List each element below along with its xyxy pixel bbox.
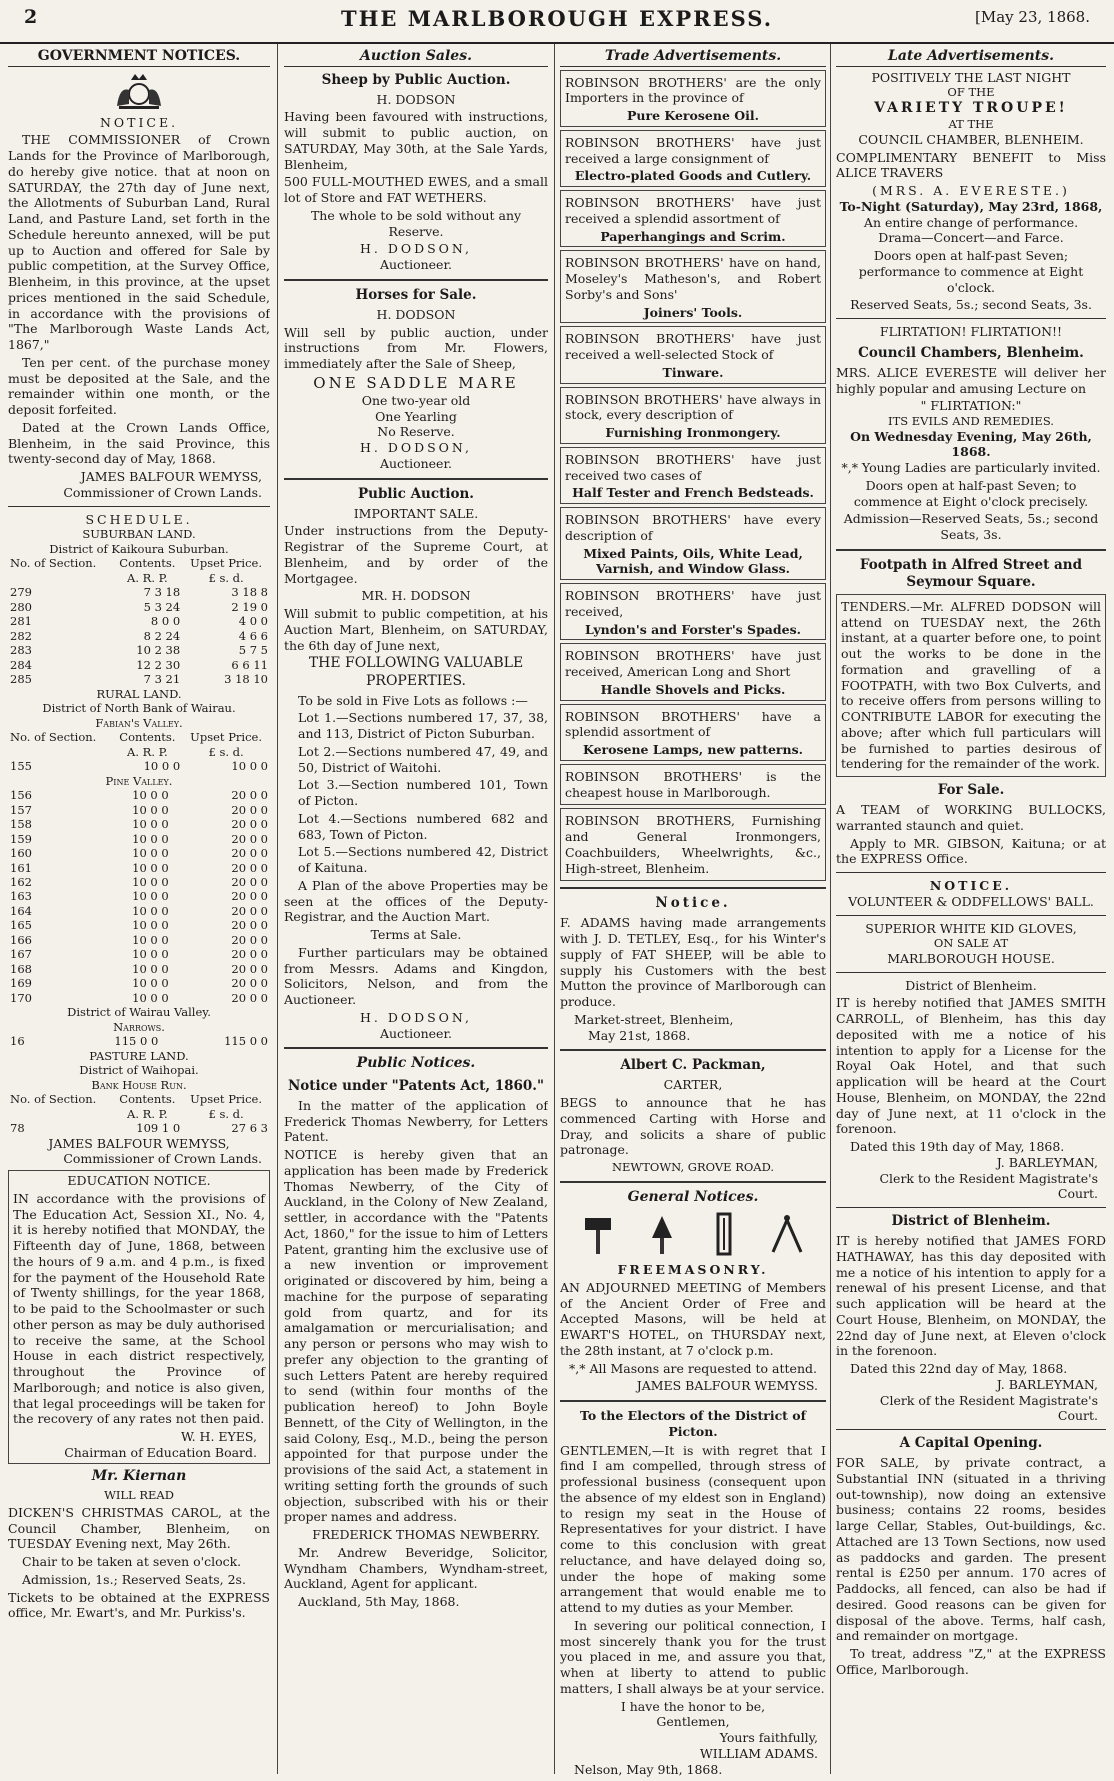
table-row: 166 10 0 0 20 0 0: [10, 932, 268, 947]
lots-list: [284, 710, 548, 876]
on-sale-line: ON SALE AT: [933, 936, 1009, 951]
patents-heading: Notice under "Patents Act, 1860.": [287, 1077, 545, 1094]
important-sale: IMPORTANT SALE.: [353, 505, 479, 521]
at-the-line: AT THE: [948, 117, 994, 132]
freemasonry-heading: FREEMASONRY.: [617, 1262, 769, 1278]
signature: J. BARLEYMAN,: [996, 1154, 1098, 1170]
reserved-line: Reserved Seats, 5s.; second Seats, 3s.: [850, 297, 1092, 313]
public-auction-heading: Public Auction.: [358, 485, 474, 502]
nelson-date: Nelson, May 9th, 1868.: [574, 1761, 723, 1777]
education-heading: EDUCATION NOTICE.: [67, 1173, 211, 1189]
royal-crest-icon: [109, 70, 169, 112]
gentlemen-paragraph: GENTLEMEN,—It is with regret that I find I am compelled, through stress of professional business (consequent upon the absence of my eldest son in England) to resign my seat in the House of Representatives for your district. I have come to this conclusion with great reluctance, and have delayed doing so, under the hope of making some arrangement that would enable me to attend to my duties as your Member.: [560, 1442, 826, 1616]
tenders-paragraph: TENDERS.—Mr. ALFRED DODSON will attend on TUESDAY next, the 26th instant, at a quarter before one, to point out the works to be done in the formation and gravelling of a FOOTPATH, with two Box Culverts, and to receive offers from persons willing to CONTRIBUTE LABOR for executing the above; after which full particulars will be furnished to parties desirous of tendering for the remainder of the work.: [841, 598, 1101, 772]
issue-date: [May 23, 1868.: [975, 8, 1090, 26]
newtown-line: NEWTOWN, GROVE ROAD.: [611, 1160, 775, 1175]
drama-line: Drama—Concert—and Farce.: [878, 230, 1064, 246]
masthead: [0, 0, 1114, 44]
house-line: MARLBOROUGH HOUSE.: [887, 950, 1055, 966]
auctioneer-name: H. DODSON: [376, 306, 456, 322]
column-trade-advertisements: [560, 44, 826, 1781]
electors-heading: To the Electors of the District of Picton.: [579, 1408, 807, 1439]
section-heading: GOVERNMENT NOTICES.: [8, 48, 270, 67]
flirtation-line: FLIRTATION! FLIRTATION!!: [879, 324, 1063, 340]
sheep-heading: Sheep by Public Auction.: [321, 71, 511, 88]
lot-item: Lot 4.—Sections numbered 682 and 683, Town of Picton.: [298, 810, 548, 842]
admission-line: Admission, 1s.; Reserved Seats, 2s.: [22, 1571, 246, 1587]
doors-line: Doors open at half-past Seven; performance to commence at Eight o'clock.: [858, 248, 1084, 295]
suburban-heading: SUBURBAN LAND.: [82, 527, 196, 542]
rural-heading: RURAL LAND.: [96, 686, 182, 701]
robinson-brothers-ad: [560, 70, 826, 127]
matter-paragraph: In the matter of the application of Frederick Thomas Newberry, for Letters Patent.: [284, 1097, 548, 1145]
plan-paragraph: A Plan of the above Properties may be seen at the offices of the Deputy-Registrar, and the Auction Mart.: [284, 877, 548, 925]
further-paragraph: Further particulars may be obtained from Messrs. Adams and Kingdon, Solicitors, Nelson, and from the Auctioneer.: [284, 944, 548, 1008]
table-row: 165 10 0 0 20 0 0: [10, 918, 268, 933]
lot-item: Lot 3.—Section numbered 101, Town of Picton.: [298, 777, 548, 809]
district-heading: District of Blenheim.: [891, 1213, 1051, 1230]
table-row: 156 10 0 0 20 0 0: [10, 788, 268, 803]
carter-line: CARTER,: [663, 1077, 723, 1093]
schedule-heading: SCHEDULE.: [85, 511, 193, 527]
ad-text: ROBINSON BROTHERS' have just received, American Long and Short: [565, 648, 821, 680]
flirtation-title: " FLIRTATION:": [920, 398, 1022, 414]
table-row: 282 8 2 24 4 6 6: [10, 628, 268, 643]
team-paragraph: A TEAM of WORKING BULLOCKS, warranted staunch and quiet.: [836, 802, 1106, 833]
table-row: 168 10 0 0 20 0 0: [10, 961, 268, 976]
rural-table-narrows: [8, 1034, 270, 1048]
change-line: An entire change of performance.: [863, 214, 1079, 230]
table-row: 160 10 0 0 20 0 0: [10, 846, 268, 861]
council-chamber-line: COUNCIL CHAMBER, BLENHEIM.: [858, 131, 1084, 147]
signature-title: Clerk to the Resident Magistrate's Court.: [879, 1170, 1098, 1202]
ad-text: ROBINSON BROTHERS' have just received two cases of: [565, 451, 821, 483]
section-heading: Trade Advertisements.: [560, 48, 826, 67]
inn-paragraph: FOR SALE, by private contract, a Substantial INN (situated in a thriving out-township), now doing an extensive business; contains 22 rooms, besides large Cellar, Stables, Out-buildings, &c. Attached are 13 Town Sections, now used as paddocks and garden. The present rental is £250 per annum. 170 acres of Paddocks, all fenced, can also be had if desired. Good reasons can be given for disposal of the above. Terms, half cash, and remainder on mortgage.: [836, 1455, 1106, 1644]
column-rule: [830, 44, 831, 1774]
robinson-brothers-ad: [560, 130, 826, 187]
capital-opening-heading: A Capital Opening.: [899, 1435, 1043, 1452]
adams-paragraph: F. ADAMS having made arrangements with J. D. TETLEY, Esq., for his Winter's supply of FAT SHEEP, will be able to supply his Customers with the best Mutton the province of Marlborough can produce.: [560, 915, 826, 1010]
horses-paragraph: Will sell by public auction, under instructions from Mr. Flowers, immediately after the Sale of Sheep,: [284, 324, 548, 372]
chair-line: Chair to be taken at seven o'clock.: [22, 1554, 242, 1570]
hathaway-paragraph: IT is hereby notified that JAMES FORD HATHAWAY, has this day deposited with me a notice of his intention to apply for a renewal of his present License, and that such application will be heard at the Court House, Blenheim, on MONDAY, the 22nd day of June next, at Eleven o'clock in the forenoon.: [836, 1233, 1106, 1359]
signature: J. BARLEYMAN,: [996, 1376, 1098, 1392]
dated-line: Dated this 22nd day of May, 1868.: [850, 1361, 1068, 1377]
patent-notice-paragraph: NOTICE is hereby given that an application has been made by Frederick Thomas Newberry, of the City of Auckland, in the Colony of New Zealand, settler, in accordance with the "Patents Act, 1860," for the issue to him of Letters Patent, granting him the exclusive use of a new invention or improvement originated or discovered by him, being a machine for the purpose of separating gold from quartz, and for its amalgamation or mercurialisation; and any person or persons who may wish to prefer any objection to the granting of such Letters Patent are hereby required to send (within four months of the publication hereof) to John Boyle Bennett, of the City of Wellington, in the said Colony, Esq., M.D., being the person appointed for that purpose under the provisions of the said Act, a statement in writing setting forth the grounds of such objection, subscribed with his or their proper names and address.: [284, 1147, 548, 1525]
kiernan-heading: Mr. Kiernan: [91, 1467, 187, 1484]
ad-text: ROBINSON BROTHERS' have just received a well-selected Stock of: [565, 331, 821, 363]
education-paragraph: IN accordance with the provisions of The Education Act, Session XI., No. 4, it is hereby notified that MONDAY, the Fifteenth day of June, 1868, between the hours of 9 a.m. and 4 p.m., is fixed for the payment of the Household Rate of Twenty shillings, for the year 1868, to be paid to the Schoolmaster or such other person as may be duly authorised to receive the same, at the School House in each district respectively, throughout the Province of Marlborough; and notice is also given, that legal proceedings will be taken for the recovery of any rates not then paid.: [13, 1190, 265, 1427]
crown-lands-paragraph: THE COMMISSIONER of Crown Lands for the Province of Marlborough, do hereby give notice. that at noon on SATURDAY, the 27th day of June next, the Allotments of Suburban Land, Rural Land, and Pasture Land, set forth in the Schedule hereunto annexed, will be put up to Auction and offered for Sale by public competition, at the Survey Office, Blenheim, in this province, at the upset prices mentioned in the said Schedule, in accordance with the provisions of "The Marlborough Waste Lands Act, 1867,": [8, 132, 270, 353]
district-heading: District of Blenheim.: [905, 977, 1037, 993]
robinson-brothers-ad: [560, 643, 826, 700]
ad-text: ROBINSON BROTHERS' have just received a large consignment of: [565, 134, 821, 166]
evils-line: ITS EVILS AND REMEDIES.: [888, 414, 1054, 429]
will-read: WILL READ: [104, 1488, 174, 1503]
ball-line: VOLUNTEER & ODDFELLOWS' BALL.: [848, 893, 1094, 909]
district-heading: District of Waihopai.: [79, 1063, 199, 1078]
ad-text: ROBINSON BROTHERS' have on hand, Moseley's Matheson's, and Robert Sorby's and Sons': [565, 255, 821, 302]
tenders-box: [836, 594, 1106, 777]
auctioneer-name: H. DODSON,: [359, 241, 473, 257]
properties-heading: THE FOLLOWING VALUABLE PROPERTIES.: [308, 655, 524, 689]
lot-item: Lot 2.—Sections numbered 47, 49, and 50, District of Waitohi.: [298, 743, 548, 775]
education-notice: [8, 1170, 270, 1464]
robinson-brothers-ad: [560, 190, 826, 247]
column-rule: [554, 44, 555, 1774]
table-row: 163 10 0 0 20 0 0: [10, 889, 268, 904]
begs-paragraph: BEGS to announce that he has commenced Carting with Horse and Dray, and solicits a share of public patronage.: [560, 1095, 826, 1158]
dated-paragraph: Dated at the Crown Lands Office, Blenheim, in the said Province, this twenty-second day of May, 1868.: [8, 419, 270, 467]
doors-line: Doors open at half-past Seven; to commence at Eight o'clock precisely.: [853, 477, 1089, 509]
submit-paragraph: Will submit to public competition, at his Auction Mart, Blenheim, on SATURDAY, the 6th day of June next,: [284, 606, 548, 653]
ad-product: Paperhangings and Scrim.: [600, 228, 786, 244]
severing-paragraph: In severing our political connection, I most sincerely thank you for the trust you placed in me, and assure you that, when at liberty to attend to public matters, I shall always be at your service.: [560, 1617, 826, 1696]
table-row: 285 7 3 21 3 18 10: [10, 672, 268, 687]
mare-line: ONE SADDLE MARE: [313, 373, 519, 392]
market-address: Market-street, Blenheim,: [574, 1011, 734, 1027]
mason-paragraph: AN ADJOURNED MEETING of Members of the Ancient Order of Free and Accepted Masons, will be held at EWART'S HOTEL, on THURSDAY next, the 28th instant, at 7 o'clock p.m.: [560, 1279, 826, 1358]
notice-heading: NOTICE.: [99, 114, 179, 130]
tickets-line: Tickets to be obtained at the EXPRESS office, Mr. Ewart's, and Mr. Purkiss's.: [8, 1589, 270, 1621]
robinson-brothers-ad: [560, 808, 826, 881]
of-the-line: OF THE: [947, 85, 995, 100]
signature: WILLIAM ADAMS.: [699, 1745, 818, 1761]
ad-text: ROBINSON BROTHERS' are the only Importers in the province of: [565, 74, 821, 106]
packman-heading: Albert C. Packman,: [620, 1057, 766, 1074]
council-chambers-heading: Council Chambers, Blenheim.: [858, 344, 1084, 361]
ad-product: Pure Kerosene Oil.: [627, 108, 759, 124]
lot-item: Lot 5.—Sections numbered 42, District of Kaituna.: [298, 844, 548, 876]
kiernan-paragraph: DICKEN'S CHRISTMAS CAROL, at the Council Chamber, Blenheim, on TUESDAY Evening next, May 26th.: [8, 1504, 270, 1552]
ad-text: ROBINSON BROTHERS' have every description of: [565, 512, 821, 543]
signature-title: Commissioner of Crown Lands.: [63, 1151, 262, 1167]
district-heading: District of North Bank of Wairau.: [42, 701, 236, 716]
run-heading: Bank House Run.: [91, 1077, 187, 1092]
lot-item: Lot 1.—Sections numbered 17, 37, 38, and 113, District of Picton Suburban.: [298, 710, 548, 742]
carroll-paragraph: IT is hereby notified that JAMES SMITH CARROLL, of Blenheim, has this day deposited with me a notice of his intention to apply for a License for the Royal Oak Hotel, and that such application will be heard at the Court House, Blenheim, on MONDAY, the 22nd day of June next, at 11 o'clock in the forenoon.: [836, 995, 1106, 1137]
apply-line: Apply to MR. GIBSON, Kaituna; or at the EXPRESS Office.: [836, 835, 1106, 867]
ad-product: Handle Shovels and Picks.: [600, 681, 786, 697]
notice-heading: NOTICE.: [929, 878, 1013, 894]
wednesday-line: On Wednesday Evening, May 26th, 1868.: [850, 428, 1092, 460]
honor-line: I have the honor to be,: [620, 1698, 766, 1714]
for-sale-heading: For Sale.: [937, 782, 1005, 799]
robinson-brothers-ad: [560, 447, 826, 504]
masonic-tools: [568, 1212, 818, 1256]
valley-heading: Narrows.: [113, 1019, 165, 1034]
ad-text: ROBINSON BROTHERS' have always in stock, every description of: [565, 391, 821, 423]
table-row: 157 10 0 0 20 0 0: [10, 802, 268, 817]
signature-title: Clerk of the Resident Magistrate's Court.: [879, 1392, 1098, 1424]
ad-text: ROBINSON BROTHERS' have just received a splendid assortment of: [565, 195, 821, 226]
table-row: 161 10 0 0 20 0 0: [10, 860, 268, 875]
signature: JAMES BALFOUR WEMYSS,: [80, 469, 262, 485]
faithfully-line: Yours faithfully,: [719, 1730, 818, 1746]
rural-table: No. of Section. Contents. Upset Price. A. R. P. £ s. d. 155 10 0 0 10 0 0: [10, 730, 268, 774]
robinson-brothers-ad: [560, 507, 826, 580]
dated-line: Dated this 19th day of May, 1868.: [850, 1139, 1065, 1155]
tonight-line: To-Night (Saturday), May 23rd, 1868,: [839, 198, 1103, 214]
robinson-brothers-ad: [560, 250, 826, 323]
table-row: 155 10 0 0 10 0 0: [10, 759, 268, 774]
admission-line: Admission—Reserved Seats, 5s.; second Seats, 3s.: [843, 511, 1099, 543]
robinson-brothers-ad: [560, 764, 826, 806]
auctioneer-name: H. DODSON,: [359, 1009, 473, 1025]
ad-text: ROBINSON BROTHERS' is the cheapest house in Marlborough.: [565, 768, 821, 800]
robinson-brothers-list: [560, 70, 826, 882]
ad-product: Furnishing Ironmongery.: [605, 425, 781, 441]
table-row: 78 109 1 0 27 6 3: [10, 1121, 268, 1136]
ad-product: Lyndon's and Forster's Spades.: [585, 621, 801, 637]
table-row: 158 10 0 0 20 0 0: [10, 817, 268, 832]
ad-product: Joiners' Tools.: [643, 304, 743, 320]
ewes-paragraph: 500 FULL-MOUTHED EWES, and a small lot of Store and FAT WETHERS.: [284, 174, 548, 206]
mrs-everest-line: (MRS. A. EVERESTE.): [872, 183, 1070, 199]
auckland-date: Auckland, 5th May, 1868.: [298, 1594, 460, 1610]
signature: JAMES BALFOUR WEMYSS.: [636, 1378, 818, 1394]
suburban-table: No. of Section. Contents. Upset Price. A. R. P. £ s. d. 279 7 3 18 3 18 8 280 5 3 24 2 19 0 281 8 0 0 4 0 0 282 8 2 24 4 6 6 283 10 2 38 5 7 5 284 12 2 30 6 6 11 285 7 3 21 3 18 10: [10, 556, 268, 687]
terms-line: Terms at Sale.: [370, 927, 462, 943]
table-row: 162 10 0 0 20 0 0: [10, 875, 268, 889]
yearling-line: One Yearling: [375, 408, 457, 424]
robinson-brothers-ad: [560, 704, 826, 761]
newspaper-title: THE MARLBOROUGH EXPRESS.: [340, 6, 774, 31]
auctioneer-title: Auctioneer.: [379, 257, 453, 273]
ad-product: Electro-plated Goods and Cutlery.: [574, 168, 812, 184]
table-row: 16 115 0 0 115 0 0: [10, 1034, 268, 1049]
horses-heading: Horses for Sale.: [355, 286, 477, 303]
district-heading: District of Kaikoura Suburban.: [49, 541, 229, 556]
last-night-line: POSITIVELY THE LAST NIGHT: [871, 69, 1071, 85]
ad-text: ROBINSON BROTHERS' have a splendid assortment of: [565, 708, 821, 740]
young-ladies-line: *,* Young Ladies are particularly invited.: [841, 460, 1101, 476]
table-row: 283 10 2 38 5 7 5: [10, 643, 268, 658]
footpath-heading: Footpath in Alfred Street and Seymour Square.: [859, 556, 1083, 590]
auctioneer-name: H. DODSON,: [359, 440, 473, 456]
sheep-paragraph: Having been favoured with instructions, will submit to public auction, on SATURDAY, May 30th, at the Sale Yards, Blenheim,: [284, 109, 548, 172]
ad-product: Tinware.: [662, 364, 724, 380]
rural-table-pine: [8, 788, 270, 1005]
section-heading: Auction Sales.: [284, 48, 548, 67]
auctioneer-title: Auctioneer.: [379, 1025, 453, 1041]
general-notices-heading: General Notices.: [627, 1188, 759, 1205]
robinson-brothers-ad: [560, 387, 826, 444]
reserve-line: The whole to be sold without any Reserve.: [310, 207, 522, 239]
two-year-line: One two-year old: [361, 392, 471, 408]
table-row: 279 7 3 18 3 18 8: [10, 585, 268, 600]
table-row: 280 5 3 24 2 19 0: [10, 599, 268, 614]
instructions-paragraph: Under instructions from the Deputy-Registrar of the Supreme Court, at Blenheim, and by order of the Mortgagee.: [284, 523, 548, 586]
mallet-icon: [581, 1212, 617, 1256]
valley-heading: Pine Valley.: [105, 773, 173, 788]
ad-text: ROBINSON BROTHERS' have just received,: [565, 588, 821, 619]
no-reserve-line: No Reserve.: [377, 424, 455, 440]
treat-line: To treat, address "Z," at the EXPRESS Office, Marlborough.: [836, 1646, 1106, 1677]
table-row: 170 10 0 0 20 0 0: [10, 990, 268, 1005]
signature: FREDERICK THOMAS NEWBERRY.: [312, 1527, 540, 1543]
public-notices-heading: Public Notices.: [356, 1055, 476, 1072]
gentlemen-line: Gentlemen,: [656, 1714, 730, 1730]
signature-title: Chairman of Education Board.: [64, 1444, 257, 1460]
ad-product: Half Tester and French Bedsteads.: [572, 485, 814, 501]
ad-product: Kerosene Lamps, new patterns.: [582, 742, 803, 758]
column-late-advertisements: [836, 44, 1106, 1781]
lecture-paragraph: MRS. ALICE EVERESTE will deliver her highly popular and amusing Lecture on: [836, 364, 1106, 396]
signature: W. H. EYES,: [180, 1429, 257, 1445]
deposit-paragraph: Ten per cent. of the purchase money must be deposited at the Sale, and the remainder within one month, or the deposit forfeited.: [8, 354, 270, 418]
pasture-table: No. of Section. Contents. Upset Price. A. R. P. £ s. d. 78 109 1 0 27 6 3: [10, 1092, 268, 1136]
table-row: 284 12 2 30 6 6 11: [10, 657, 268, 672]
market-date: May 21st, 1868.: [588, 1027, 691, 1043]
trowel-icon: [644, 1212, 680, 1256]
notice-heading: Notice.: [655, 895, 731, 912]
robinson-brothers-ad: [560, 326, 826, 383]
signature-title: Commissioner of Crown Lands.: [63, 484, 262, 500]
valley-heading: Fabian's Valley.: [95, 715, 183, 730]
ad-product: Mixed Paints, Oils, White Lead, Varnish, and Window Glass.: [583, 545, 803, 577]
robinson-brothers-ad: [560, 583, 826, 640]
table-row: 169 10 0 0 20 0 0: [10, 976, 268, 991]
table-row: 164 10 0 0 20 0 0: [10, 903, 268, 918]
table-row: 281 8 0 0 4 0 0: [10, 614, 268, 629]
district-heading: District of Wairau Valley.: [67, 1005, 211, 1020]
column-rule: [277, 44, 278, 1774]
auctioneer-name: H. DODSON: [376, 91, 456, 107]
five-lots-line: To be sold in Five Lots as follows :—: [298, 692, 528, 708]
auctioneer-name: MR. H. DODSON: [361, 588, 471, 604]
table-row: 167 10 0 0 20 0 0: [10, 947, 268, 962]
variety-troupe-line: VARIETY TROUPE!: [874, 99, 1068, 116]
ad-text: ROBINSON BROTHERS, Furnishing and General Ironmongers, Coachbuilders, Wheelwrights, &c., High-street, Blenheim.: [565, 813, 821, 876]
compasses-icon: [769, 1212, 805, 1256]
page-number: 2: [24, 6, 38, 28]
benefit-paragraph: COMPLIMENTARY BENEFIT to Miss ALICE TRAVERS: [836, 149, 1106, 181]
column-government-notices: [8, 44, 270, 1781]
section-heading: Late Advertisements.: [836, 48, 1106, 67]
auctioneer-title: Auctioneer.: [379, 455, 453, 471]
level-icon: [706, 1212, 742, 1256]
pasture-heading: PASTURE LAND.: [89, 1048, 189, 1063]
table-row: 159 10 0 0 20 0 0: [10, 831, 268, 846]
column-auction-sales: [284, 44, 548, 1781]
signature: JAMES BALFOUR WEMYSS,: [48, 1135, 230, 1151]
all-masons-line: *,* All Masons are requested to attend.: [569, 1360, 817, 1376]
beveridge-paragraph: Mr. Andrew Beveridge, Solicitor, Wyndham Chambers, Wyndham-street, Auckland, Agent for applicant.: [284, 1544, 548, 1592]
gloves-line: SUPERIOR WHITE KID GLOVES,: [865, 920, 1077, 936]
